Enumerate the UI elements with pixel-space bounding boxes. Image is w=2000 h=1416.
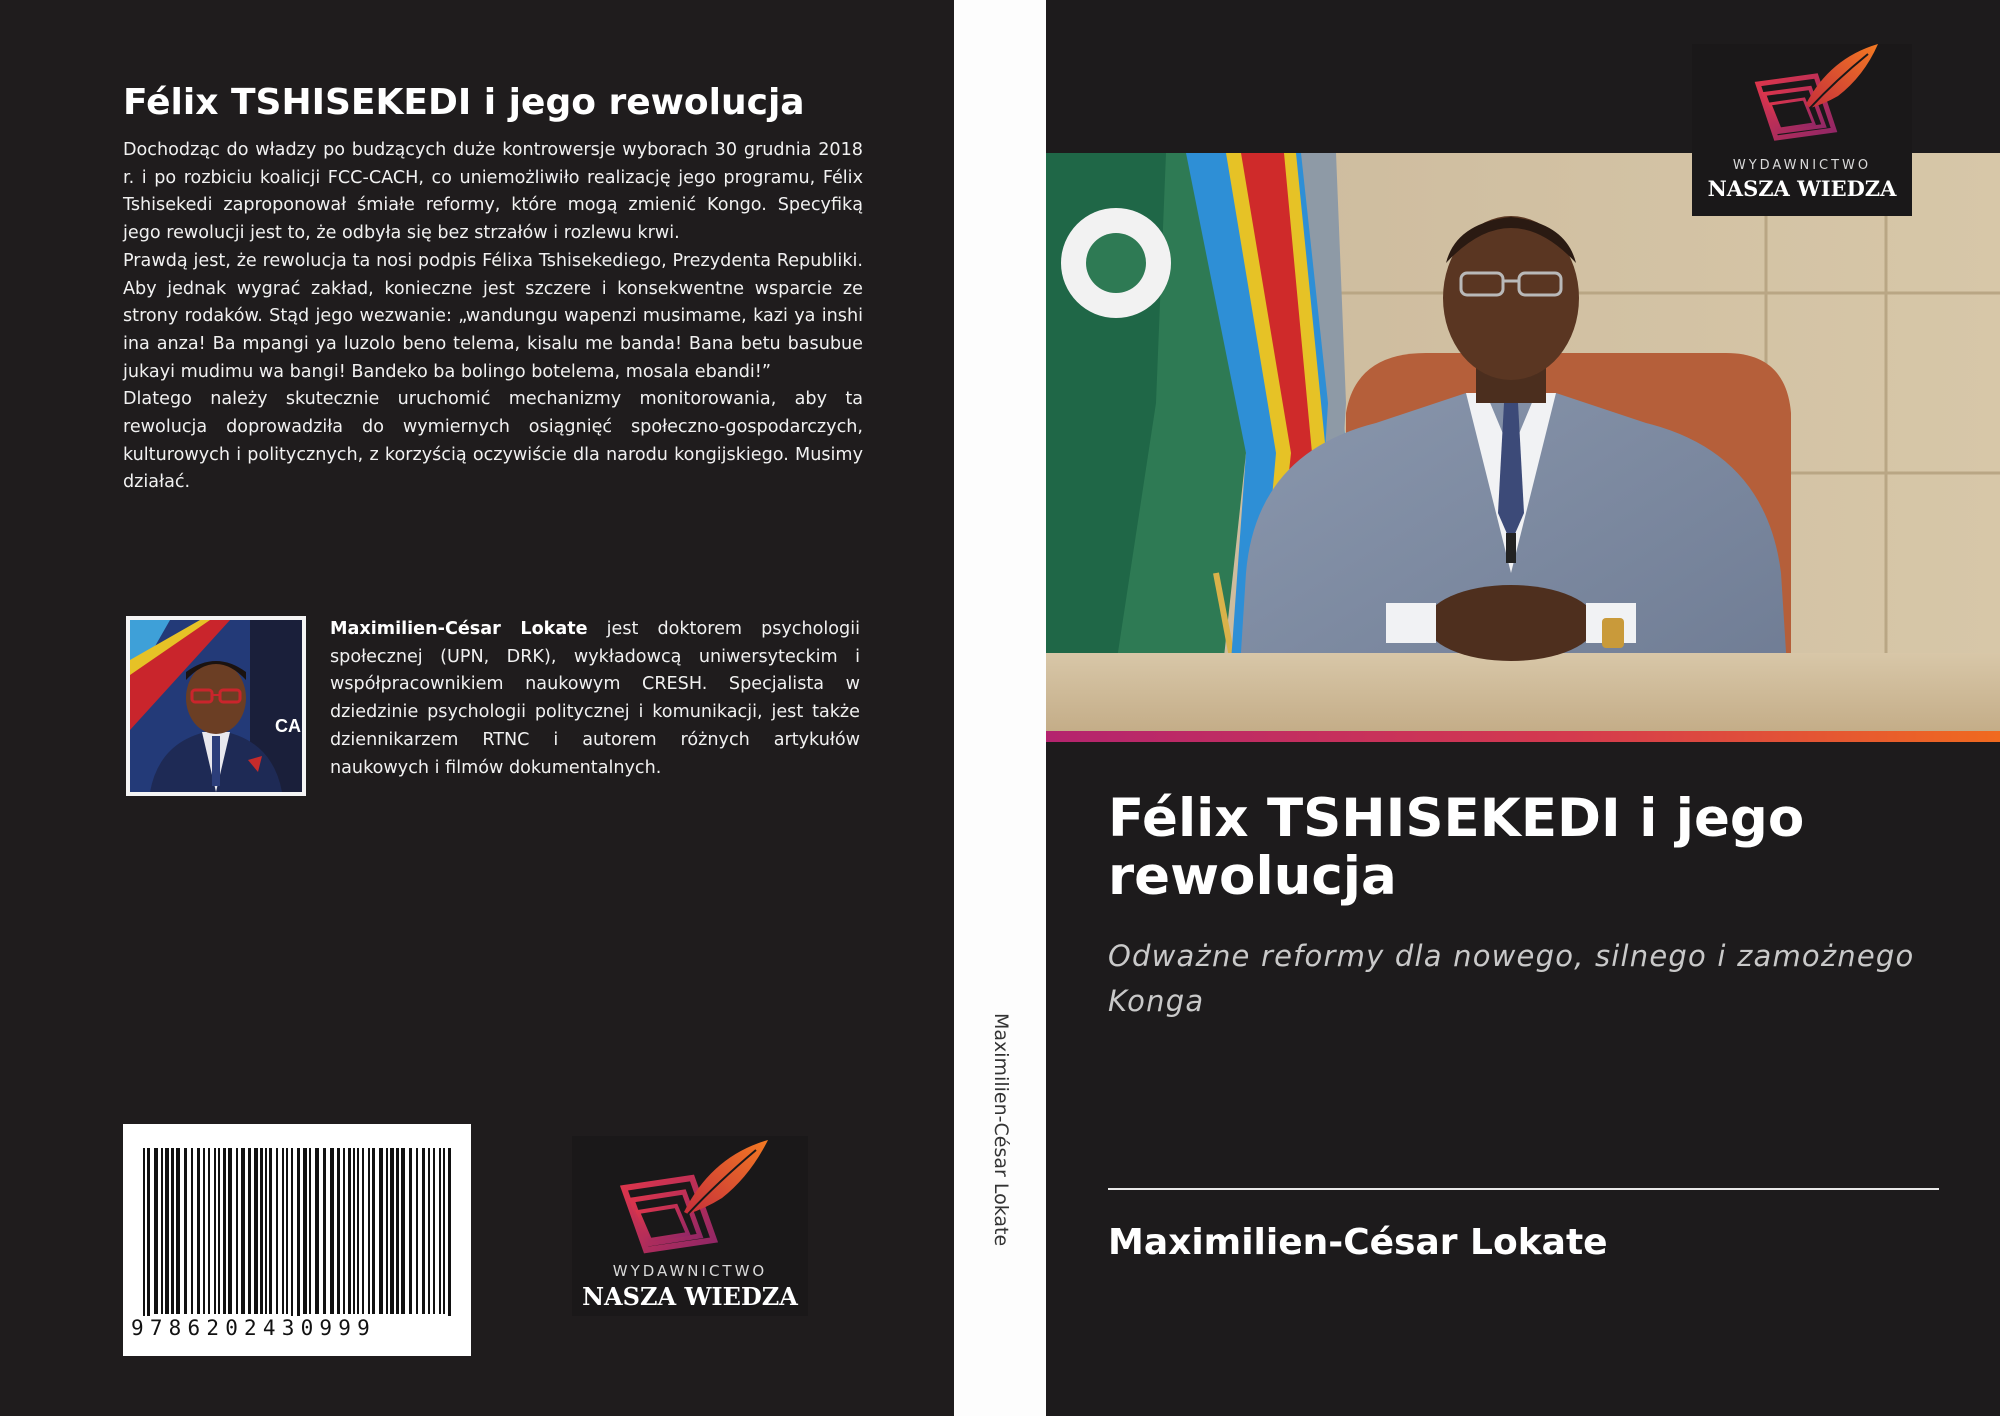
barcode-bar [191, 1148, 193, 1314]
back-cover-title: Félix TSHISEKEDI i jego rewolucja [123, 82, 805, 123]
barcode-bar [368, 1148, 370, 1314]
front-publisher-logo [1692, 44, 1912, 216]
barcode-bar [197, 1148, 200, 1314]
barcode-bar [161, 1148, 163, 1314]
barcode-bar [390, 1148, 394, 1314]
barcode-bar [386, 1148, 388, 1314]
cover-portrait-image [1046, 153, 2000, 731]
barcode-bar [176, 1148, 180, 1314]
barcode-bar [254, 1148, 258, 1314]
isbn-number: 9786202430999 [131, 1316, 463, 1340]
barcode-bar [236, 1148, 238, 1314]
barcode-bar [448, 1148, 451, 1328]
barcode-bar [154, 1148, 158, 1314]
barcode-bar [330, 1148, 334, 1314]
barcode-bar [379, 1148, 383, 1314]
accent-stripe [1046, 731, 2000, 742]
author-bio [330, 616, 860, 782]
barcode-bar [184, 1148, 187, 1314]
publisher-emblem-icon [1692, 44, 1912, 156]
barcode-bar [218, 1148, 220, 1314]
publisher-name: NASZA WIEDZA [582, 1282, 798, 1311]
barcode-bar [303, 1148, 307, 1314]
barcode-bar [297, 1148, 300, 1328]
barcode-bar [291, 1148, 293, 1328]
barcode-bar [171, 1148, 174, 1314]
barcode-bar [276, 1148, 278, 1314]
barcode-bar [214, 1148, 216, 1314]
barcode-bar [323, 1148, 326, 1314]
blurb-paragraph: Dlatego należy skutecznie uruchomić mechanizmy monitorowania, aby ta rewolucja doprowadziła do wymiernych osiągnięć społeczno-gospodarczych, kulturowych i politycznych, z korzyścią oczywiście dla narodu kongijskiego. Musimy działać. [123, 389, 863, 493]
barcode-bar [260, 1148, 263, 1314]
barcode-bar [286, 1148, 288, 1314]
barcode-bar [147, 1148, 150, 1328]
barcode-bar [265, 1148, 267, 1314]
book-title: Félix TSHISEKEDI i jego rewolucja [1108, 788, 1805, 907]
author-bio-text: jest doktorem psychologii społecznej (UPN, DRK), wykładowcą uniwersyteckim i współpracownikiem naukowym CRESH. Specjalista w dziedzinie psychologii politycznej i komunikacji, jest także dziennikarzem RTNC i autorem różnych artykułów naukowych i filmów dokumentalnych. [330, 619, 860, 778]
barcode-bar [208, 1148, 210, 1314]
barcode-bar [416, 1148, 418, 1314]
book-author: Maximilien-César Lokate [1108, 1222, 1608, 1263]
author-photo [126, 616, 306, 796]
barcode-bar [443, 1148, 445, 1314]
barcode-bar [223, 1148, 226, 1314]
barcode-bar [362, 1148, 364, 1314]
back-publisher-logo [572, 1136, 808, 1316]
blurb-paragraph: Dochodząc do władzy po budzących duże kontrowersje wyborach 30 grudnia 2018 r. i po rozbiciu koalicji FCC-CACH, co uniemożliwiło realizację jego programu, Félix Tshisekedi zaproponował śmiałe reformy, które mogą zmienić Kongo. Specyfiką jego rewolucji jest to, że odbyła się bez strzałów i rozlewu krwi. [123, 140, 863, 244]
publisher-kicker: WYDAWNICTWO [612, 1262, 768, 1280]
barcode-bar [309, 1148, 311, 1314]
barcode-bar [348, 1148, 351, 1314]
publisher-emblem-icon [572, 1136, 808, 1254]
barcode-bar [401, 1148, 405, 1314]
barcode-bar [343, 1148, 345, 1314]
barcode-bar [422, 1148, 425, 1314]
barcode-bar [282, 1148, 284, 1314]
isbn-barcode [123, 1124, 471, 1356]
spine-author: Maximilien-César Lokate [990, 1013, 1012, 1247]
divider [1108, 1188, 1939, 1190]
barcode-bar [248, 1148, 251, 1314]
barcode-bar [228, 1148, 232, 1314]
barcode-bar [409, 1148, 412, 1314]
barcode-bar [372, 1148, 375, 1314]
barcode-bar [269, 1148, 272, 1314]
author-bio-name: Maximilien-César Lokate [330, 619, 588, 639]
author-portrait-image [130, 620, 302, 792]
barcode-bar [439, 1148, 441, 1314]
barcode-bar [165, 1148, 169, 1314]
barcode-bar [428, 1148, 430, 1314]
barcode-bar [315, 1148, 319, 1314]
cover-photo [1046, 153, 2000, 731]
barcode-bar [241, 1148, 245, 1314]
barcode-bar [396, 1148, 399, 1314]
book-subtitle: Odważne reformy dla nowego, silnego i zamożnego Konga [1108, 939, 1915, 1018]
barcode-bar [203, 1148, 205, 1314]
publisher-kicker: WYDAWNICTWO [1732, 158, 1872, 173]
barcode-bar [143, 1148, 145, 1328]
barcode-bar [337, 1148, 340, 1314]
publisher-name: NASZA WIEDZA [1707, 176, 1897, 201]
barcode-bar [433, 1148, 435, 1314]
blurb-paragraph: Prawdą jest, że rewolucja ta nosi podpis Félixa Tshisekediego, Prezydenta Republiki. Aby jednak wygrać zakład, konieczne jest szczere i konsekwentne wsparcie ze strony rodaków. Stąd jego wezwanie: „wandungu wapenzi musimame, kazi ya inshi ina anza! Ba mpangi ya luzolo beno telema, kisalu me banda! Bana betu basubue jukayi mudimu wa bangi! Bandeko ba bolingo botelema, mosala ebandi!” [123, 250, 863, 382]
photo-caption: CA [275, 716, 301, 736]
barcode-bar [357, 1148, 359, 1314]
barcode-bar [353, 1148, 355, 1314]
back-cover-blurb [123, 137, 863, 497]
